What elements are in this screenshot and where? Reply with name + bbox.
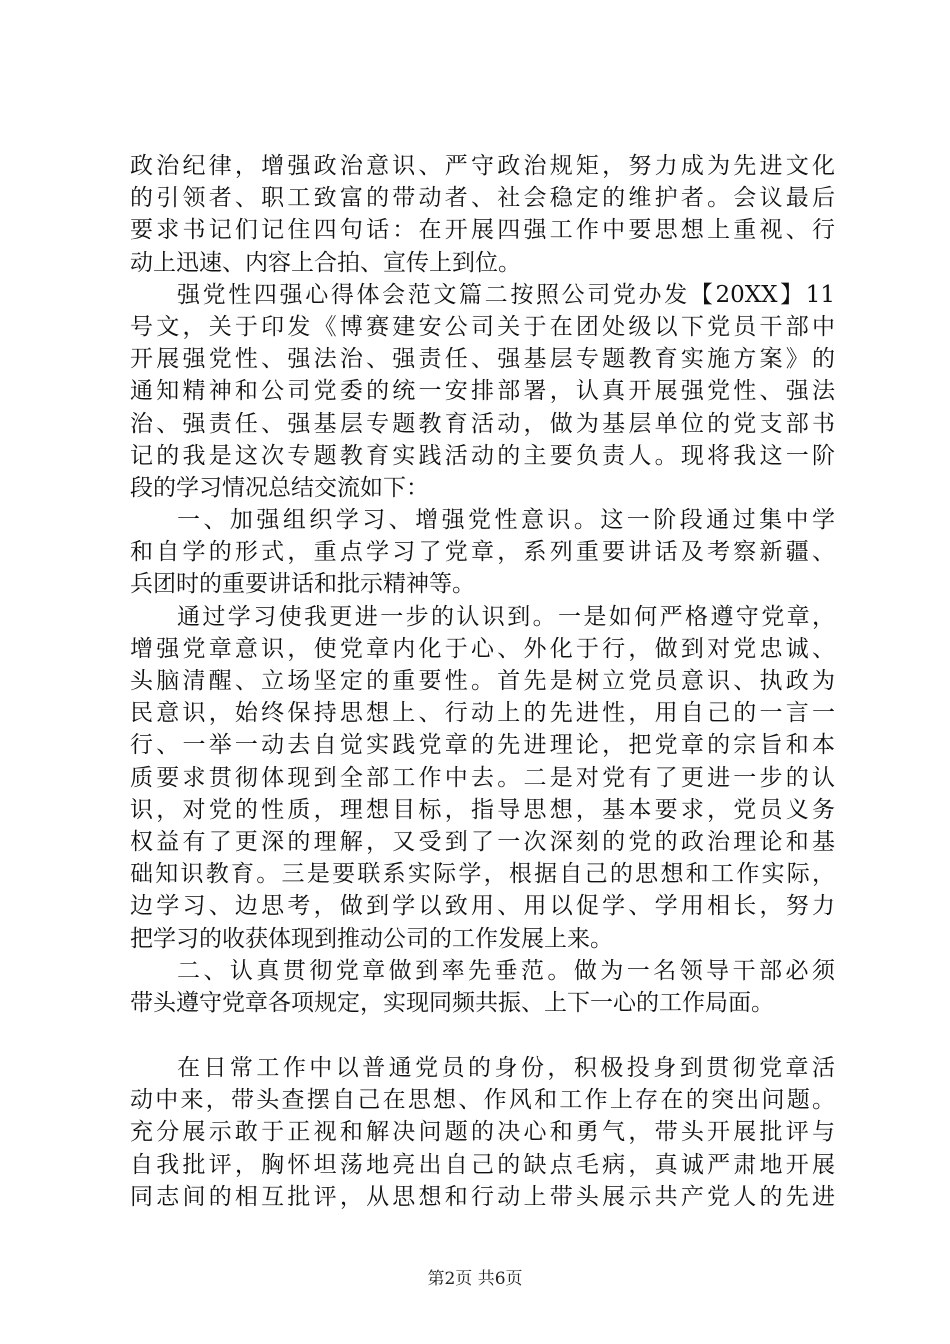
text-line: 自我批评，胸怀坦荡地亮出自己的缺点毛病，真诚严肃地开展: [130, 1151, 835, 1178]
text-line: 在日常工作中以普通党员的身份，积极投身到贯彻党章活: [177, 1055, 835, 1082]
text-line: 记的我是这次专题教育实践活动的主要负责人。现将我这一阶: [130, 442, 835, 469]
text-line: 通过学习使我更进一步的认识到。一是如何严格遵守党章，: [177, 603, 835, 630]
text-line: 础知识教育。三是要联系实际学，根据自己的思想和工作实际，: [130, 861, 835, 888]
text-line: 行、一举一动去自觉实践党章的先进理论，把党章的宗旨和本: [130, 732, 835, 759]
text-line: 权益有了更深的理解，又受到了一次深刻的党的政治理论和基: [130, 828, 835, 855]
text-line: 一、加强组织学习、增强党性意识。这一阶段通过集中学: [177, 507, 835, 534]
text-line: 把学习的收获体现到推动公司的工作发展上来。: [130, 925, 613, 952]
text-line: 通知精神和公司党委的统一安排部署，认真开展强党性、强法: [130, 378, 835, 405]
text-line: 边学习、边思考，做到学以致用、用以促学、学用相长，努力: [130, 893, 835, 920]
text-line: 带头遵守党章各项规定，实现同频共振、上下一心的工作局面。: [130, 989, 774, 1016]
document-body: [130, 150, 835, 1213]
text-line: 头脑清醒、立场坚定的重要性。首先是树立党员意识、执政为: [130, 668, 835, 694]
text-line: 开展强党性、强法治、强责任、强基层专题教育实施方案》的: [130, 346, 835, 373]
paragraph-gap: [130, 1019, 835, 1052]
text-line: 动中来，带头查摆自己在思想、作风和工作上存在的突出问题。: [130, 1087, 835, 1114]
text-line: 的引领者、职工致富的带动者、社会稳定的维护者。会议最后: [130, 185, 835, 212]
text-line: 和自学的形式，重点学习了党章，系列重要讲话及考察新疆、: [130, 539, 835, 566]
text-line: 兵团时的重要讲话和批示精神等。: [130, 571, 475, 598]
page-footer: 第2页 共6页: [427, 1269, 523, 1289]
text-line: 要求书记们记住四句话：在开展四强工作中要思想上重视、行: [130, 217, 835, 244]
text-line: 号文，关于印发《博赛建安公司关于在团处级以下党员干部中: [130, 313, 835, 340]
text-line: 民意识，始终保持思想上、行动上的先进性，用自己的一言一: [130, 700, 835, 727]
text-line: 增强党章意识，使党章内化于心、外化于行，做到对党忠诚、: [130, 635, 835, 662]
text-line: 动上迅速、内容上合拍、宣传上到位。: [130, 249, 521, 276]
text-line: 充分展示敢于正视和解决问题的决心和勇气，带头开展批评与: [130, 1119, 835, 1146]
text-line: 强党性四强心得体会范文篇二按照公司党办发【20XX】11: [177, 281, 835, 308]
text-line: 质要求贯彻体现到全部工作中去。二是对党有了更进一步的认: [130, 764, 835, 791]
text-line: 段的学习情况总结交流如下：: [130, 474, 429, 501]
text-line: 二、认真贯彻党章做到率先垂范。做为一名领导干部必须: [177, 957, 835, 984]
text-line: 政治纪律，增强政治意识、严守政治规矩，努力成为先进文化: [130, 153, 835, 179]
text-line: 治、强责任、强基层专题教育活动，做为基层单位的党支部书: [130, 410, 835, 437]
text-line: 同志间的相互批评，从思想和行动上带头展示共产党人的先进: [130, 1183, 835, 1210]
text-line: 识，对党的性质，理想目标，指导思想，基本要求，党员义务: [130, 796, 835, 823]
